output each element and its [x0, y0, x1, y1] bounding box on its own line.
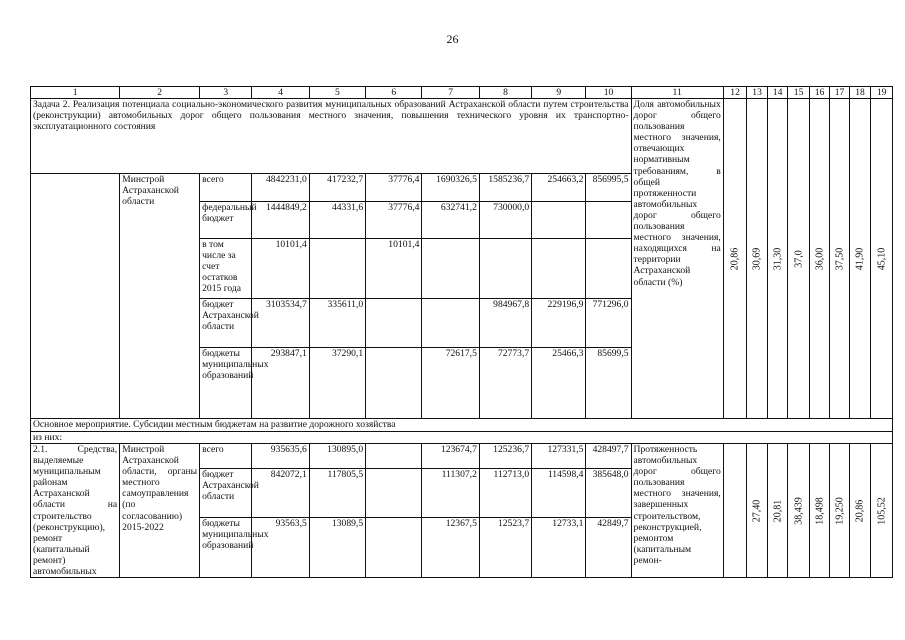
value-cell: [767, 444, 787, 578]
value-cell: [747, 99, 767, 419]
of-which-row: [31, 432, 893, 444]
col-header: 4: [252, 87, 309, 99]
amount-cell: 842072,1: [252, 468, 309, 518]
amount-cell: 12523,7: [479, 518, 531, 578]
amount-cell: 3103534,7: [252, 299, 309, 348]
amount-cell: 114598,4: [532, 468, 586, 518]
indicator-value: 18,498: [814, 496, 826, 525]
indicator-value: 37,50: [834, 247, 846, 270]
amount-cell: [479, 239, 531, 299]
value-cell: [747, 444, 767, 578]
amount-cell: 42849,7: [586, 518, 631, 578]
amount-cell: 117805,5: [309, 468, 365, 518]
item-executor: Минстрой Астраханской области, органы местного самоуправления (по согласованию) 2015-2022: [120, 444, 200, 578]
indicator-value: 45,10: [876, 247, 888, 270]
indicator-value: 19,250: [834, 496, 846, 525]
source-cell: федеральный бюджет: [200, 202, 252, 239]
col-header: 13: [747, 87, 767, 99]
amount-cell: [366, 444, 422, 469]
col-header: 15: [788, 87, 810, 99]
amount-cell: 335611,0: [309, 299, 365, 348]
value-cell: [849, 99, 871, 419]
value-cell: [830, 99, 849, 419]
amount-cell: [366, 348, 422, 419]
amount-cell: 127331,5: [532, 444, 586, 469]
amount-cell: 428497,7: [586, 444, 631, 469]
indicator-value: 27,40: [751, 499, 763, 522]
amount-cell: 25466,3: [532, 348, 586, 419]
amount-cell: 72773,7: [479, 348, 531, 419]
source-cell: бюджет Астраханской области: [200, 299, 252, 348]
col-header: 11: [631, 87, 723, 99]
value-cell: [809, 99, 829, 419]
value-cell: [871, 444, 893, 578]
amount-cell: [422, 239, 479, 299]
col-header: 1: [31, 87, 120, 99]
amount-cell: 229196,9: [532, 299, 586, 348]
amount-cell: 771296,0: [586, 299, 631, 348]
col-header: 19: [871, 87, 893, 99]
amount-cell: 730000,0: [479, 202, 531, 239]
amount-cell: 37776,4: [366, 174, 422, 202]
amount-cell: [422, 299, 479, 348]
amount-cell: [366, 299, 422, 348]
col-header: 14: [767, 87, 787, 99]
value-cell: [849, 444, 871, 578]
col-header: 18: [849, 87, 871, 99]
item-name: 2.1. Средства, выделяемые муниципальным районам Астраханской области на строительство (реконструкцию), ремонт (капитальный ремонт) автомобильных: [31, 444, 120, 578]
page-number: 26: [446, 32, 459, 46]
amount-cell: 93563,5: [252, 518, 309, 578]
amount-cell: [532, 202, 586, 239]
amount-cell: [586, 239, 631, 299]
indicator-value: 31,30: [772, 247, 784, 270]
col-header: 3: [200, 87, 252, 99]
indicator-value: 105,52: [876, 496, 888, 525]
source-cell: всего: [200, 174, 252, 202]
empty-value-cell: [723, 444, 747, 578]
program-table: [30, 86, 893, 578]
amount-cell: 1444849,2: [252, 202, 309, 239]
value-cell: [788, 444, 810, 578]
col-header: 9: [532, 87, 586, 99]
indicator-value: 30,69: [751, 247, 763, 270]
col-header: 6: [366, 87, 422, 99]
amount-cell: 293847,1: [252, 348, 309, 419]
task-indicator: Доля автомобильных дорог общего пользования местного значения, отвечающих нормативным требованиям, в общей протяженности автомобильных дорог общего пользования местного значения, находящихся на территории Астраханской области (%): [631, 99, 723, 419]
amount-cell: [366, 518, 422, 578]
of-which-label: из них:: [31, 432, 893, 444]
amount-cell: [366, 468, 422, 518]
col-header: 2: [120, 87, 200, 99]
amount-cell: 13089,5: [309, 518, 365, 578]
amount-cell: 130895,0: [309, 444, 365, 469]
amount-cell: [309, 239, 365, 299]
col-header: 12: [723, 87, 747, 99]
indicator-value: 20,81: [772, 499, 784, 522]
empty-cell: [31, 174, 120, 419]
task-row: [31, 99, 893, 174]
main-event-title: Основное мероприятие. Субсидии местным бюджетам на развитие дорожного хозяйства: [31, 419, 893, 432]
amount-cell: 984967,8: [479, 299, 531, 348]
amount-cell: 37776,4: [366, 202, 422, 239]
amount-cell: 112713,0: [479, 468, 531, 518]
source-cell: бюджет Астраханской области: [200, 468, 252, 518]
item-indicator: Протяженность автомобильных дорог общего пользования местного значения, завершенных строительством, реконструкцией, ремонтом (капитальным ремон-: [631, 444, 723, 578]
task-title: Задача 2. Реализация потенциала социально-экономического развития муниципальных образований Астраханской области путем строительства (реконструкции) автомобильных дорог общего пользования местного значения, повышения технического уровня их транспортно-эксплуатационного состояния: [31, 99, 632, 174]
indicator-value: 20,86: [854, 499, 866, 522]
indicator-value: 36,00: [814, 247, 826, 270]
item-row: [31, 444, 893, 469]
col-header: 8: [479, 87, 531, 99]
source-cell: всего: [200, 444, 252, 469]
value-cell: [871, 99, 893, 419]
source-cell: бюджеты муниципальных образований: [200, 518, 252, 578]
amount-cell: 1585236,7: [479, 174, 531, 202]
amount-cell: 254663,2: [532, 174, 586, 202]
amount-cell: [586, 202, 631, 239]
col-header: 17: [830, 87, 849, 99]
amount-cell: 632741,2: [422, 202, 479, 239]
source-cell: бюджеты муниципальных образований: [200, 348, 252, 419]
value-cell: [788, 99, 810, 419]
amount-cell: 12733,1: [532, 518, 586, 578]
amount-cell: 72617,5: [422, 348, 479, 419]
amount-cell: 12367,5: [422, 518, 479, 578]
amount-cell: 4842231,0: [252, 174, 309, 202]
amount-cell: 37290,1: [309, 348, 365, 419]
indicator-value: 20,86: [729, 247, 741, 270]
executor-cell: Минстрой Астраханской области: [120, 174, 200, 419]
amount-cell: 123674,7: [422, 444, 479, 469]
col-header: 10: [586, 87, 631, 99]
amount-cell: 10101,4: [366, 239, 422, 299]
amount-cell: 417232,7: [309, 174, 365, 202]
amount-cell: 856995,5: [586, 174, 631, 202]
amount-cell: 385648,0: [586, 468, 631, 518]
indicator-value: 37,0: [793, 249, 805, 268]
indicator-value: 41,90: [854, 247, 866, 270]
source-cell: в том числе за счет остатков 2015 года: [200, 239, 252, 299]
amount-cell: [532, 239, 586, 299]
col-header: 5: [309, 87, 365, 99]
value-cell: [767, 99, 787, 419]
main-event-row: [31, 419, 893, 432]
column-number-row: [31, 87, 893, 99]
col-header: 7: [422, 87, 479, 99]
value-cell: [809, 444, 829, 578]
col-header: 16: [809, 87, 829, 99]
amount-cell: 1690326,5: [422, 174, 479, 202]
value-cell: [723, 99, 747, 419]
amount-cell: 44331,6: [309, 202, 365, 239]
value-cell: [830, 444, 849, 578]
amount-cell: 935635,6: [252, 444, 309, 469]
amount-cell: 125236,7: [479, 444, 531, 469]
amount-cell: 85699,5: [586, 348, 631, 419]
amount-cell: 111307,2: [422, 468, 479, 518]
indicator-value: 38,439: [793, 496, 805, 525]
amount-cell: 10101,4: [252, 239, 309, 299]
